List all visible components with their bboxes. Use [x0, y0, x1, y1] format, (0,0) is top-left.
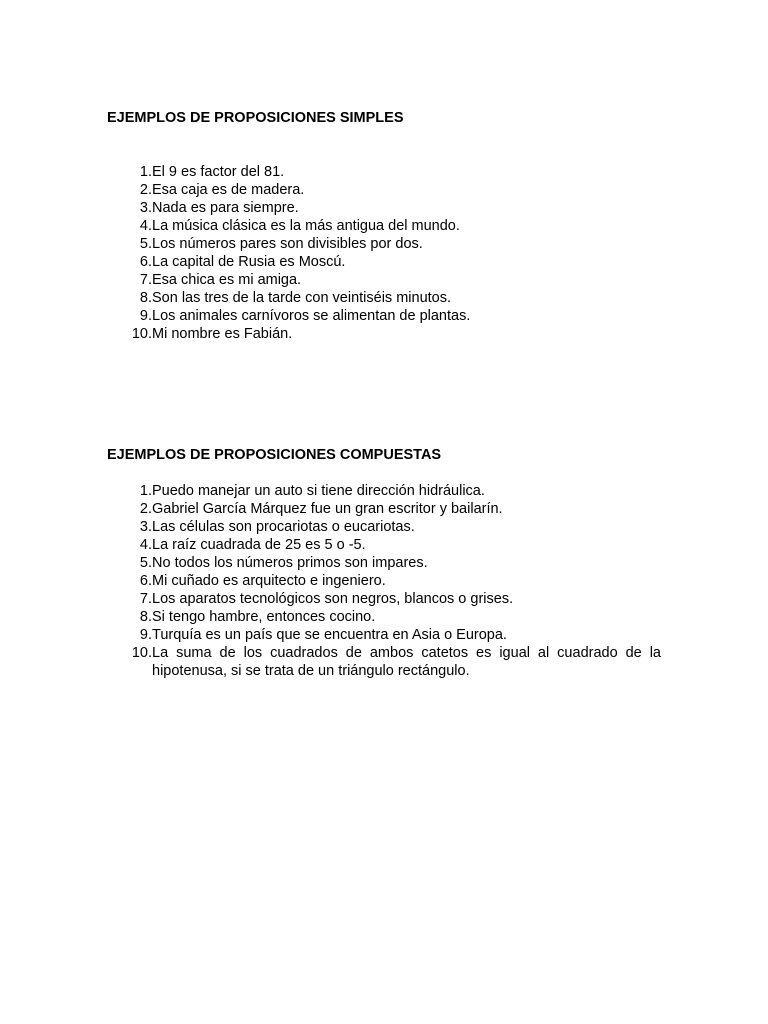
- item-number: 6.: [139, 254, 152, 270]
- item-text: El 9 es factor del 81.: [152, 164, 285, 180]
- item-number: 1.: [139, 164, 152, 180]
- item-text: Son las tres de la tarde con veintiséis minutos.: [152, 290, 452, 306]
- list-item: [126, 235, 661, 253]
- simple-propositions-list: [126, 163, 661, 343]
- item-number: 5.: [139, 236, 152, 252]
- item-text: La música clásica es la más antigua del mundo.: [152, 218, 460, 234]
- list-item: [126, 554, 661, 572]
- item-number: 4.: [139, 218, 152, 234]
- item-number: 8.: [139, 609, 152, 625]
- item-text: Gabriel García Márquez fue un gran escritor y bailarín.: [152, 501, 503, 517]
- item-text: La capital de Rusia es Moscú.: [152, 254, 346, 270]
- section-title-simple: EJEMPLOS DE PROPOSICIONES SIMPLES: [107, 110, 404, 126]
- item-text: Esa caja es de madera.: [152, 182, 305, 198]
- item-text: La raíz cuadrada de 25 es 5 o -5.: [152, 537, 366, 553]
- item-number: 10.: [131, 645, 152, 661]
- list-item: [126, 536, 661, 554]
- item-text: Las células son procariotas o eucariotas.: [152, 519, 415, 535]
- item-number: 3.: [139, 519, 152, 535]
- item-text: Si tengo hambre, entonces cocino.: [152, 609, 376, 625]
- list-item: [126, 217, 661, 235]
- item-number: 9.: [139, 308, 152, 324]
- list-item: [126, 289, 661, 307]
- item-number: 5.: [139, 555, 152, 571]
- item-text: Los animales carnívoros se alimentan de plantas.: [152, 308, 471, 324]
- list-item: [126, 608, 661, 626]
- list-item: [126, 181, 661, 199]
- item-number: 7.: [139, 591, 152, 607]
- list-item: [126, 163, 661, 181]
- item-text: Mi cuñado es arquitecto e ingeniero.: [152, 573, 386, 589]
- item-text: Nada es para siempre.: [152, 200, 299, 216]
- item-number: 1.: [139, 483, 152, 499]
- list-item: [126, 590, 661, 608]
- item-text: Esa chica es mi amiga.: [152, 272, 302, 288]
- item-text: Mi nombre es Fabián.: [152, 326, 293, 342]
- list-item: [126, 482, 661, 500]
- item-number: 2.: [139, 501, 152, 517]
- compound-propositions-list: [126, 482, 661, 680]
- item-text: Los números pares son divisibles por dos.: [152, 236, 423, 252]
- list-item: [126, 626, 661, 644]
- item-number: 4.: [139, 537, 152, 553]
- list-item: [126, 644, 661, 680]
- list-item: [126, 271, 661, 289]
- item-number: 10.: [131, 326, 152, 342]
- item-text: Puedo manejar un auto si tiene dirección hidráulica.: [152, 483, 485, 499]
- section-title-compound: EJEMPLOS DE PROPOSICIONES COMPUESTAS: [107, 447, 442, 463]
- list-item: [126, 572, 661, 590]
- item-number: 2.: [139, 182, 152, 198]
- list-item: [126, 199, 661, 217]
- item-number: 3.: [139, 200, 152, 216]
- item-number: 6.: [139, 573, 152, 589]
- item-text: No todos los números primos son impares.: [152, 555, 428, 571]
- item-text: Los aparatos tecnológicos son negros, blancos o grises.: [152, 591, 514, 607]
- list-item: [126, 518, 661, 536]
- list-item: [126, 253, 661, 271]
- item-number: 9.: [139, 627, 152, 643]
- list-item: [126, 325, 661, 343]
- list-item: [126, 307, 661, 325]
- list-item: [126, 500, 661, 518]
- item-text: Turquía es un país que se encuentra en Asia o Europa.: [152, 627, 507, 643]
- item-text: La suma de los cuadrados de ambos catetos es igual al cuadrado de la hipotenusa, si se trata de un triángulo rectángulo.: [152, 645, 661, 679]
- item-number: 7.: [139, 272, 152, 288]
- item-number: 8.: [139, 290, 152, 306]
